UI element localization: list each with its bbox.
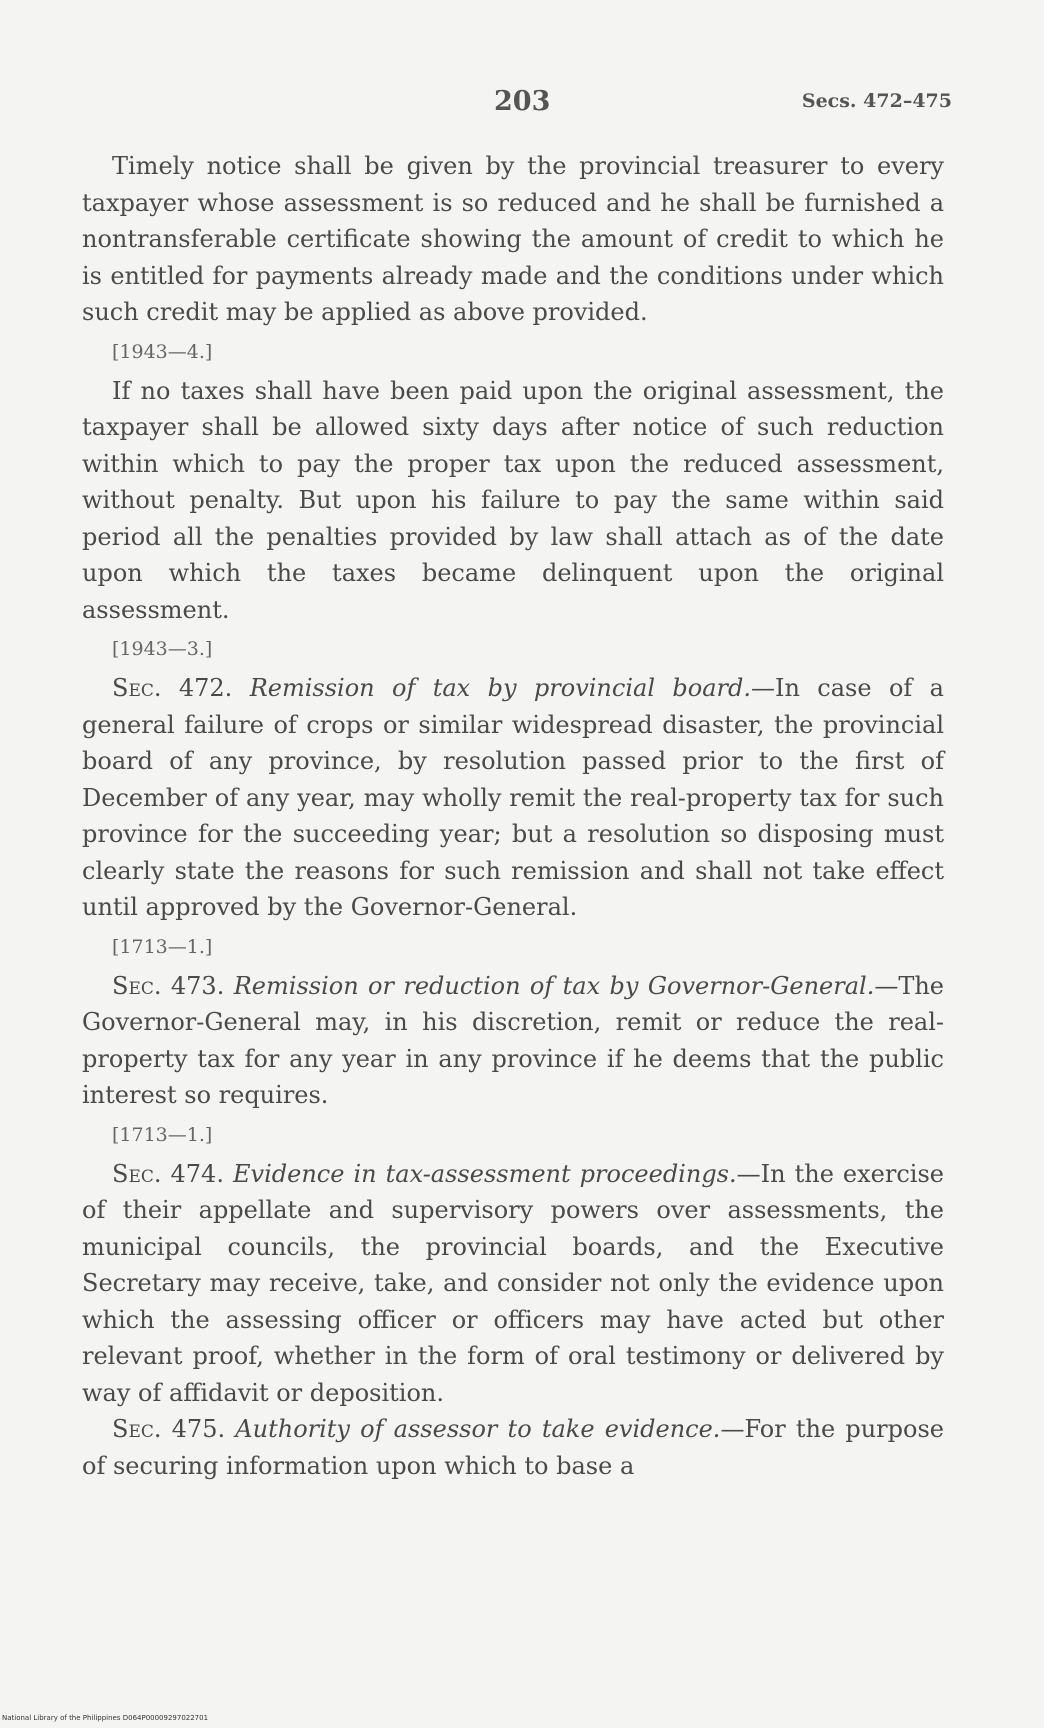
page-body — [82, 148, 944, 1484]
citation: [1713—1.] — [112, 1123, 213, 1146]
paragraph: Timely notice shall be given by the provincial treasurer to every taxpayer whose assessment is so reduced and he shall be furnished a nontransferable certificate showing the amount of credit to which he is entitled for payments already made and the conditions under which such credit may be applied as above provided. — [82, 152, 944, 326]
section-472 — [82, 670, 944, 926]
section-474 — [82, 1156, 944, 1412]
section-text: —For the purpose of securing information upon which to base a — [82, 1415, 944, 1480]
section-title: Remission of tax by provincial board. — [249, 674, 751, 702]
section-text: —In case of a general failure of crops or similar widespread disaster, the provincial board of any province, by resolution passed prior to the first of December of any year, may wholly remit the real-property tax for such province for the succeeding year; but a resolution so disposing must clearly state the reasons for such remission and shall not take effect until approved by the Governor-General. — [82, 674, 944, 921]
section-label: Sec. 473. — [112, 971, 225, 1000]
page-header — [82, 86, 952, 126]
section-text: —The Governor-General may, in his discretion, remit or reduce the real-property tax for any year in any province if he deems that the public interest so requires. — [82, 971, 944, 1109]
section-label: Sec. 472. — [112, 674, 233, 702]
citation: [1943—4.] — [112, 340, 213, 363]
section-title: Evidence in tax-assessment proceedings. — [233, 1159, 737, 1188]
section-475 — [82, 1411, 944, 1484]
citation: [1713—1.] — [112, 935, 213, 958]
citation: [1943—3.] — [112, 638, 213, 660]
page-number: 203 — [494, 86, 551, 117]
section-range: Secs. 472–475 — [801, 90, 952, 112]
section-label: Sec. 475. — [112, 1415, 226, 1443]
section-title: Remission or reduction of tax by Governor-General. — [233, 971, 875, 1000]
section-title: Authority of assessor to take evidence. — [235, 1415, 721, 1443]
section-label: Sec. 474. — [112, 1159, 224, 1188]
scan-footer: National Library of the Philippines D064P00009297022701 — [2, 1714, 209, 1722]
section-text: —In the exercise of their appellate and supervisory powers over assessments, the municipal councils, the provincial boards, and the Executive Secretary may receive, take, and consider not only the evidence upon which the assessing officer or officers may have acted but other relevant proof, whether in the form of oral testimony or delivered by way of affidavit or deposition. — [82, 1159, 944, 1407]
paragraph: If no taxes shall have been paid upon the original assessment, the taxpayer shall be allowed sixty days after notice of such reduction within which to pay the proper tax upon the reduced assessment, without penalty. But upon his failure to pay the same within said period all the penalties provided by law shall attach as of the date upon which the taxes became delinquent upon the original assessment. — [82, 376, 944, 624]
section-473 — [82, 968, 944, 1114]
